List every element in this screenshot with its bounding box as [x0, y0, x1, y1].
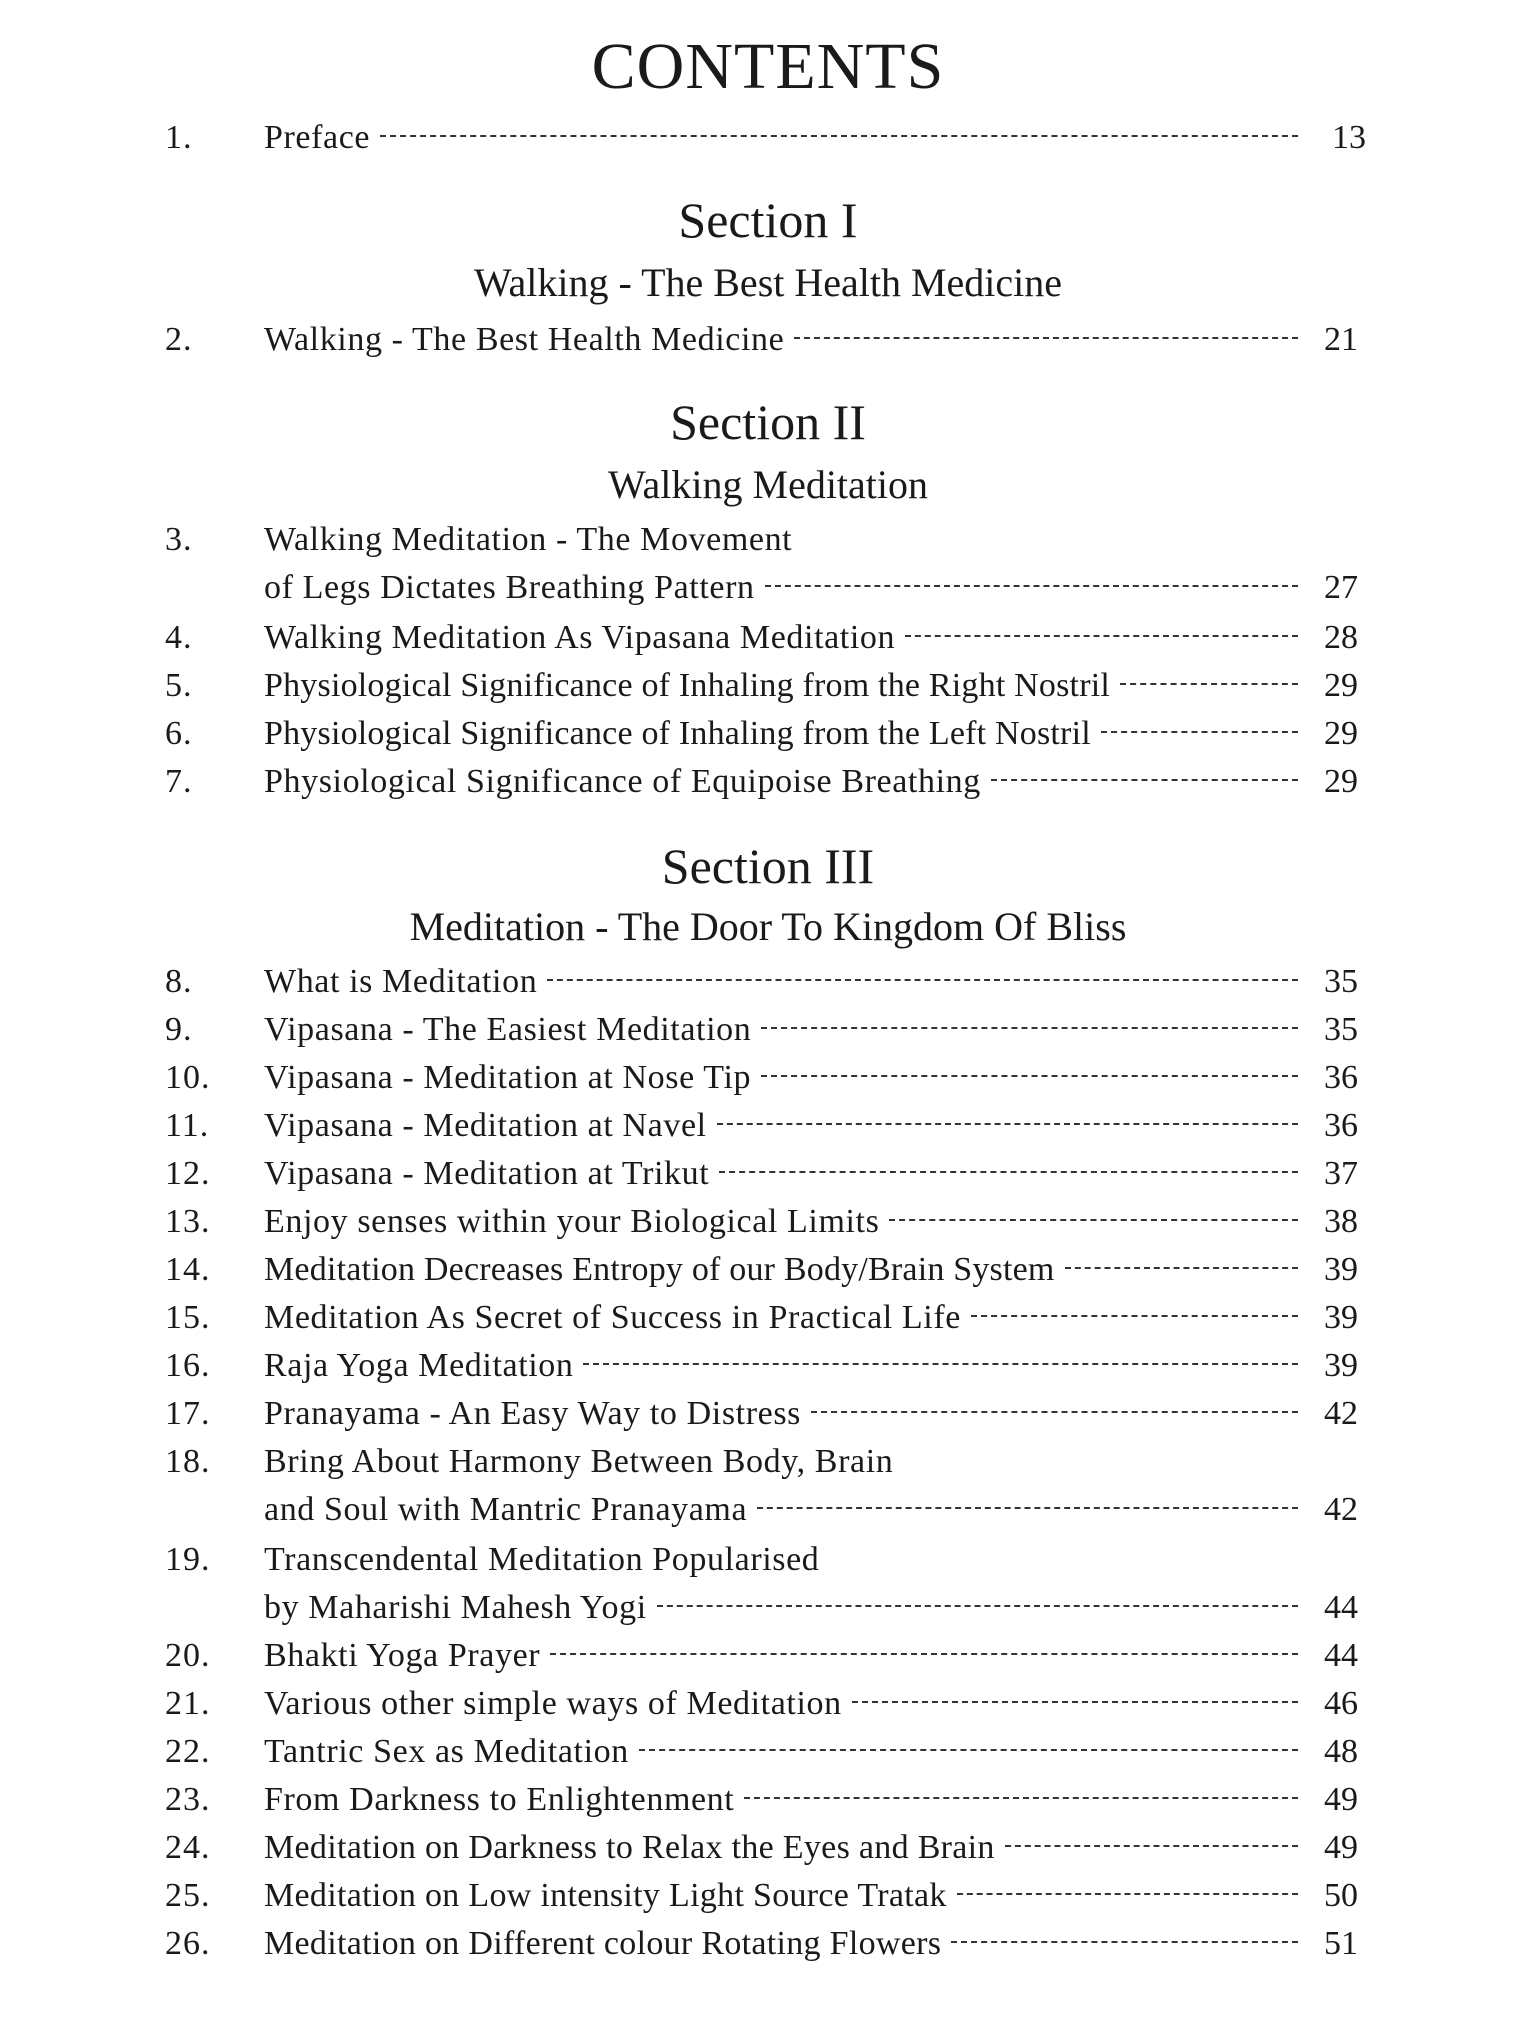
entry-number: 9.: [165, 1011, 193, 1048]
dot-leader: [757, 1507, 1298, 1509]
entry-page: 29: [1324, 763, 1358, 800]
entry-title: Meditation Decreases Entropy of our Body/Brain System: [264, 1251, 1055, 1288]
entry-title: Physiological Significance of Equipoise Breathing: [264, 763, 981, 800]
entry-number: 18.: [165, 1443, 211, 1480]
entry-number: 19.: [165, 1541, 211, 1578]
entry-number: 25.: [165, 1877, 211, 1914]
entry-page: 42: [1324, 1395, 1358, 1432]
entry-number: 22.: [165, 1733, 211, 1770]
entry-title: of Legs Dictates Breathing Pattern: [264, 569, 755, 606]
entry-page: 35: [1324, 1011, 1358, 1048]
page-title: CONTENTS: [591, 30, 945, 103]
dot-leader: [761, 1027, 1298, 1029]
entry-title: Enjoy senses within your Biological Limits: [264, 1203, 880, 1240]
entry-number: 7.: [165, 763, 193, 800]
entry-page: 44: [1324, 1637, 1358, 1674]
section-heading-1: Section I: [678, 192, 858, 248]
dot-leader: [717, 1123, 1298, 1125]
entry-page: 28: [1324, 619, 1358, 656]
dot-leader: [547, 979, 1298, 981]
entry-title: From Darkness to Enlightenment: [264, 1781, 735, 1818]
entry-title: Walking Meditation As Vipasana Meditation: [264, 619, 896, 656]
dot-leader: [744, 1797, 1298, 1799]
entry-number: 20.: [165, 1637, 211, 1674]
entry-page: 48: [1324, 1733, 1358, 1770]
dot-leader: [761, 1075, 1298, 1077]
dot-leader: [719, 1171, 1298, 1173]
entry-page: 29: [1324, 667, 1358, 704]
entry-number: 2.: [165, 321, 193, 358]
entry-number: 12.: [165, 1155, 211, 1192]
entry-number: 6.: [165, 715, 193, 752]
entry-title: Meditation on Low intensity Light Source Tratak: [264, 1877, 947, 1914]
dot-leader: [765, 585, 1298, 587]
entry-title: Raja Yoga Meditation: [264, 1347, 574, 1384]
section-heading-2: Section II: [670, 394, 866, 450]
entry-page: 49: [1324, 1829, 1358, 1866]
dot-leader: [1101, 731, 1298, 733]
entry-page: 13: [1332, 119, 1366, 156]
entry-page: 36: [1324, 1059, 1358, 1096]
entry-number: 17.: [165, 1395, 211, 1432]
entry-number: 5.: [165, 667, 193, 704]
dot-leader: [657, 1605, 1298, 1607]
entry-number: 13.: [165, 1203, 211, 1240]
entry-title: Meditation As Secret of Success in Practical Life: [264, 1299, 961, 1336]
entry-page: 39: [1324, 1299, 1358, 1336]
dot-leader: [991, 779, 1298, 781]
entry-number: 1.: [165, 119, 193, 156]
dot-leader: [957, 1893, 1298, 1895]
entry-title: Vipasana - Meditation at Nose Tip: [264, 1059, 752, 1096]
dot-leader: [583, 1363, 1298, 1365]
dot-leader: [380, 135, 1298, 137]
entry-page: 51: [1324, 1925, 1358, 1962]
dot-leader: [1065, 1267, 1298, 1269]
entry-page: 46: [1324, 1685, 1358, 1722]
entry-number: 4.: [165, 619, 193, 656]
entry-title-line1: Bring About Harmony Between Body, Brain: [264, 1443, 894, 1480]
entry-number: 16.: [165, 1347, 211, 1384]
dot-leader: [905, 635, 1298, 637]
entry-title: Physiological Significance of Inhaling from the Right Nostril: [264, 667, 1111, 704]
entry-page: 39: [1324, 1347, 1358, 1384]
entry-number: 24.: [165, 1829, 211, 1866]
entry-title: What is Meditation: [264, 963, 538, 1000]
entry-title: Vipasana - Meditation at Navel: [264, 1107, 707, 1144]
section-heading-3: Section III: [661, 838, 875, 894]
entry-page: 29: [1324, 715, 1358, 752]
entry-number: 3.: [165, 521, 193, 558]
entry-page: 36: [1324, 1107, 1358, 1144]
entry-page: 35: [1324, 963, 1358, 1000]
dot-leader: [951, 1941, 1298, 1943]
entry-title: Meditation on Different colour Rotating Flowers: [264, 1925, 942, 1962]
dot-leader: [1120, 683, 1298, 685]
dot-leader: [811, 1411, 1298, 1413]
dot-leader: [889, 1219, 1298, 1221]
entry-title: Tantric Sex as Meditation: [264, 1733, 629, 1770]
entry-number: 10.: [165, 1059, 211, 1096]
entry-title: Walking - The Best Health Medicine: [264, 321, 785, 358]
section-subtitle-2: Walking Meditation: [607, 462, 929, 507]
entry-page: 21: [1324, 321, 1358, 358]
entry-page: 37: [1324, 1155, 1358, 1192]
dot-leader: [639, 1749, 1298, 1751]
entry-page: 38: [1324, 1203, 1358, 1240]
section-subtitle-3: Meditation - The Door To Kingdom Of Bliss: [409, 904, 1127, 949]
entry-title: Meditation on Darkness to Relax the Eyes and Brain: [264, 1829, 995, 1866]
entry-page: 44: [1324, 1589, 1358, 1626]
entry-title: Physiological Significance of Inhaling from the Left Nostril: [264, 715, 1091, 752]
entry-title: Pranayama - An Easy Way to Distress: [264, 1395, 801, 1432]
entry-title-line1: Walking Meditation - The Movement: [264, 521, 793, 558]
entry-page: 39: [1324, 1251, 1358, 1288]
entry-title: Vipasana - The Easiest Meditation: [264, 1011, 752, 1048]
entry-title-line1: Transcendental Meditation Popularised: [264, 1541, 820, 1578]
entry-number: 14.: [165, 1251, 211, 1288]
entry-title: Vipasana - Meditation at Trikut: [264, 1155, 710, 1192]
entry-number: 8.: [165, 963, 193, 1000]
entry-title: and Soul with Mantric Pranayama: [264, 1491, 748, 1528]
entry-number: 11.: [165, 1107, 210, 1144]
entry-number: 23.: [165, 1781, 211, 1818]
entry-number: 26.: [165, 1925, 211, 1962]
entry-number: 15.: [165, 1299, 211, 1336]
entry-page: 49: [1324, 1781, 1358, 1818]
entry-page: 50: [1324, 1877, 1358, 1914]
entry-page: 27: [1324, 569, 1358, 606]
entry-title: by Maharishi Mahesh Yogi: [264, 1589, 647, 1626]
dot-leader: [852, 1701, 1298, 1703]
dot-leader: [550, 1653, 1298, 1655]
entry-page: 42: [1324, 1491, 1358, 1528]
entry-title: Preface: [264, 119, 371, 156]
entry-number: 21.: [165, 1685, 211, 1722]
dot-leader: [1005, 1845, 1298, 1847]
entry-title: Bhakti Yoga Prayer: [264, 1637, 541, 1674]
section-subtitle-1: Walking - The Best Health Medicine: [473, 260, 1063, 305]
dot-leader: [971, 1315, 1298, 1317]
dot-leader: [794, 337, 1298, 339]
entry-title: Various other simple ways of Meditation: [264, 1685, 842, 1722]
